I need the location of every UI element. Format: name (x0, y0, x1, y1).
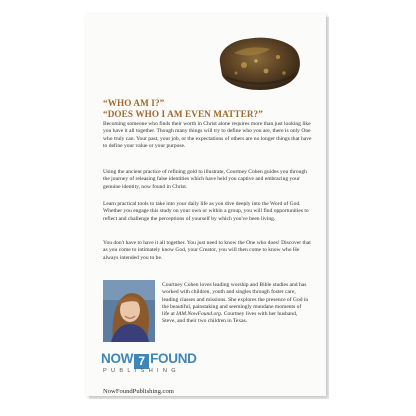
logo-wordmark (101, 351, 197, 369)
author-photo (103, 280, 155, 342)
description-paragraph-3: Learn practical tools to take into your daily life as you dive deeply into the Word of God. Whether you engage this study on your own or within a group, you will find opportunities to reflect and challenge the perceptions of yourself by which you've been living. (103, 201, 309, 222)
headline-line-2: “DOES WHO I AM EVEN MATTER?” (103, 108, 263, 119)
logo-subtitle: PUBLISHING (103, 368, 180, 374)
description-paragraph-1: Becoming someone who finds their worth in Christ alone requires more than just looking like you have it all together. Though many things will try to define who you are, there is only One who truly can. Your past, your job, or the expectations of others are no longer things that have to define your value or your purpose. (103, 121, 312, 149)
book-back-cover (86, 14, 326, 396)
bio-text-after: . Courtney lives with her husband, Steve, and their two children in Texas. (162, 311, 298, 325)
logo-now: NOW (101, 351, 134, 366)
headline-line-1: “WHO AM I?” (103, 98, 165, 108)
author-bio (162, 282, 310, 326)
headline (103, 98, 313, 119)
publisher-website: NowFoundPublishing.com (103, 388, 174, 395)
gold-ore-rock-image (214, 33, 304, 93)
now-found-publishing-logo (101, 351, 197, 381)
logo-seven-badge: 7 (134, 354, 149, 369)
bio-text-before: Courtney Cohen loves leading worship and Bible studies and has worked with children, youth and singles through foster care, leading classes and missions. She explores the presence of God in the beautiful, painstaking and seemingly mundane moments of life at (162, 282, 309, 318)
description-paragraph-2: Using the ancient practice of refining gold to illustrate, Courtney Cohen guides you through the journey of releasing false identities which have held you captive and embracing your genuine identity, now found in Christ. (103, 169, 307, 190)
logo-found: FOUND (150, 351, 197, 366)
description-paragraph-4: You don't have to have it all together. You just need to know the One who does! Discover that as you come to intimately know God, your Creator, you will then come to know who He always intended you to be. (103, 240, 311, 261)
bio-website: IAM.NowFound.org (176, 311, 221, 318)
